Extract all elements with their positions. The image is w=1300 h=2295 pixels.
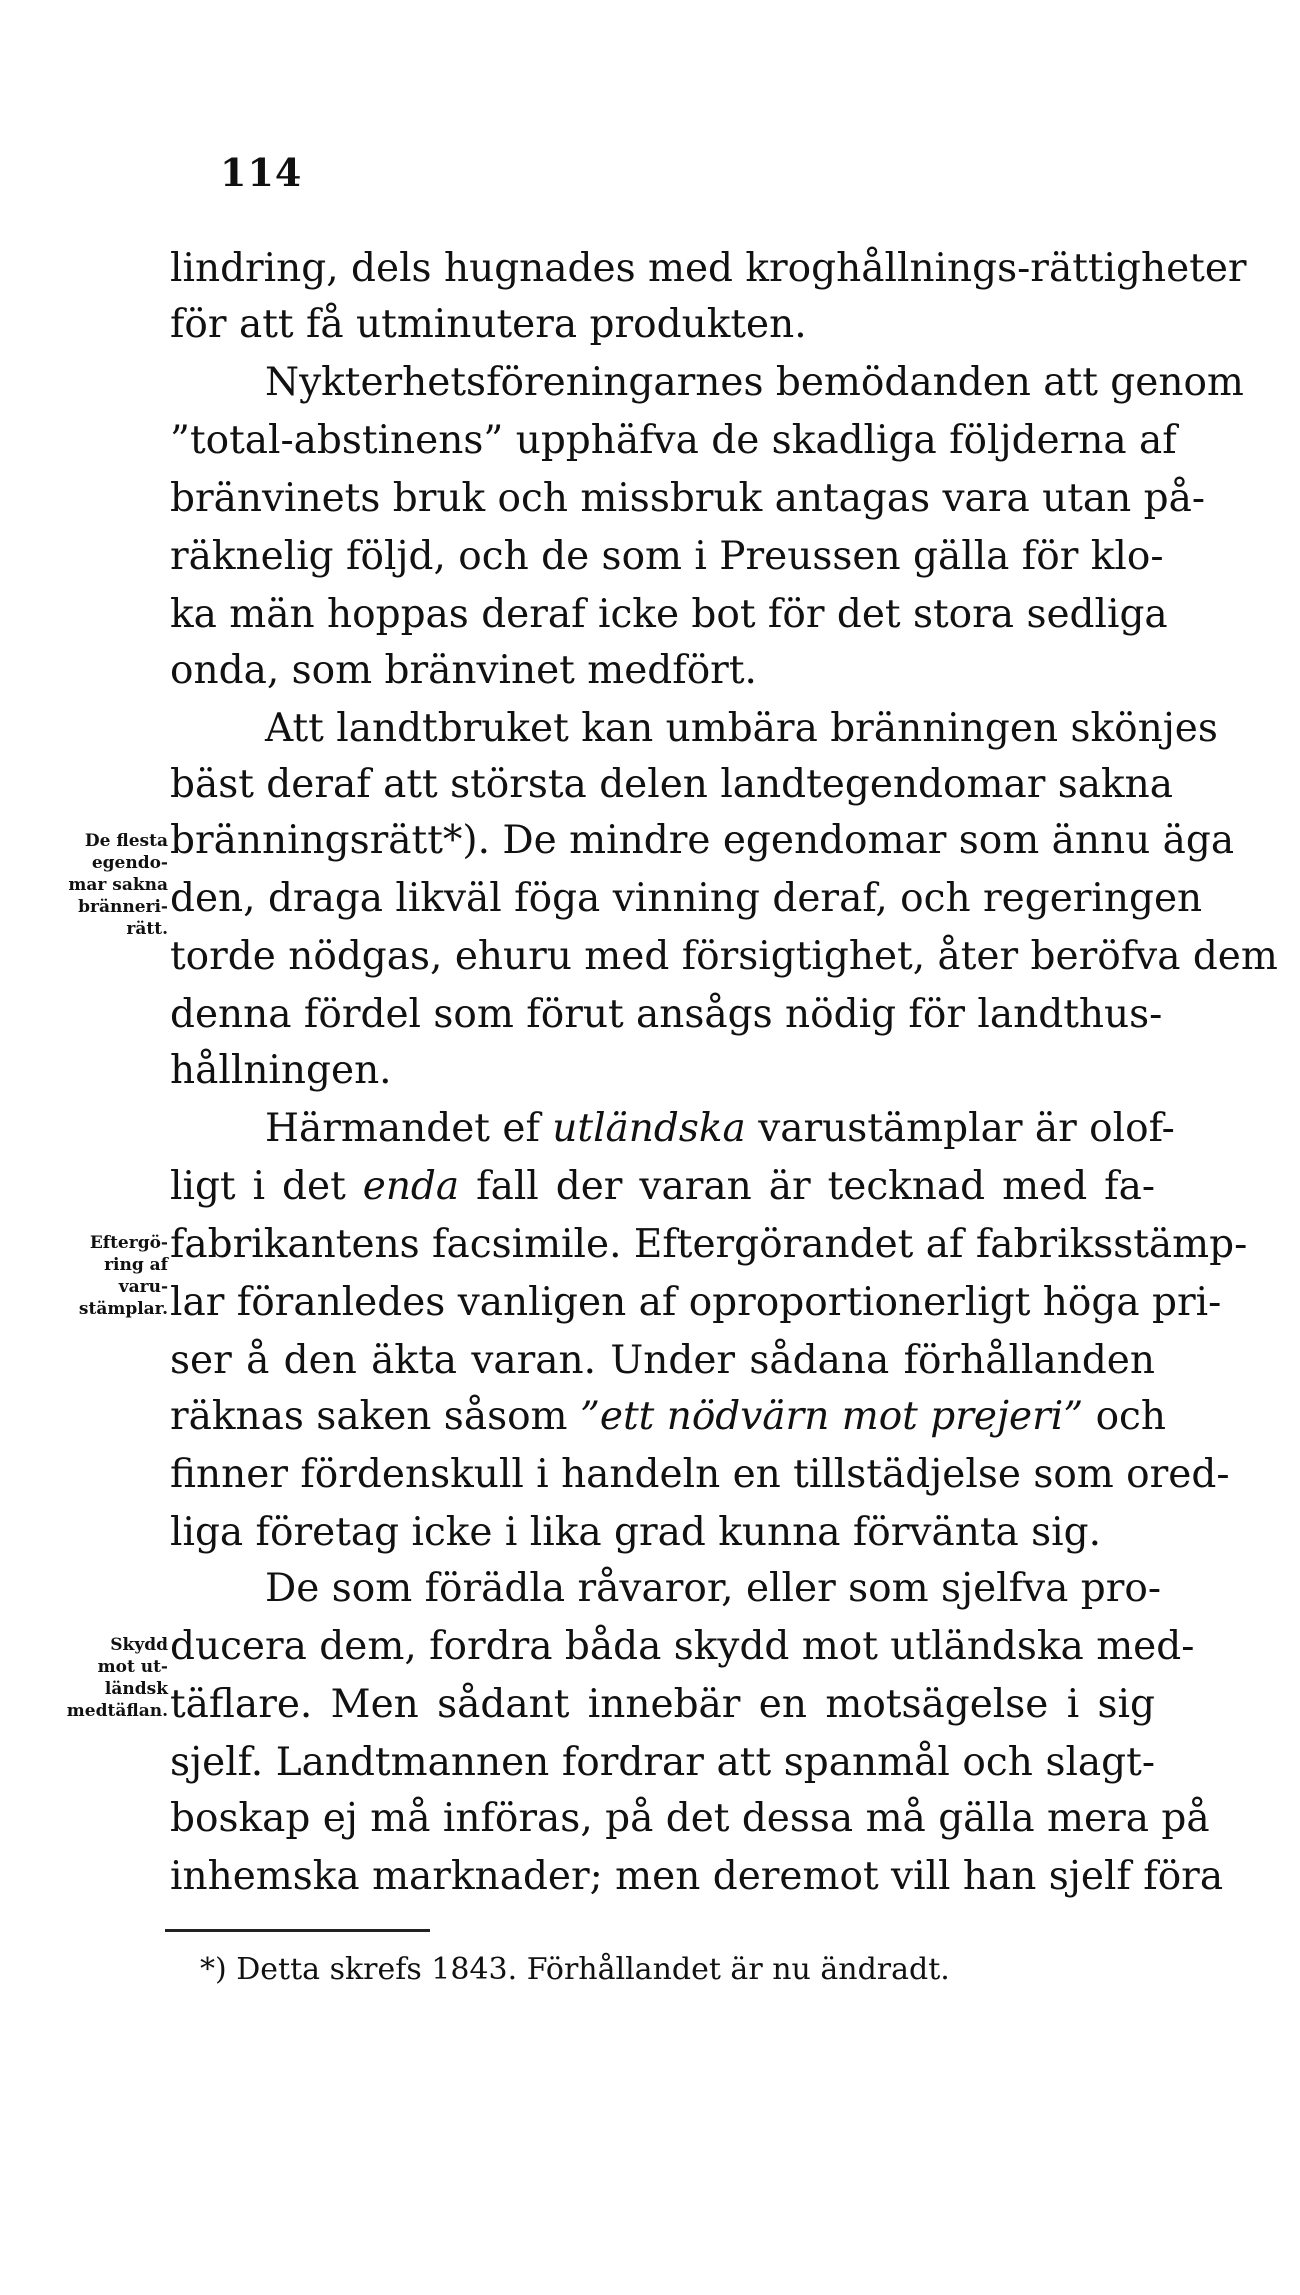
text-run: och [1083,1394,1167,1439]
text-line: ”total-abstinens” upphäfva de skadliga följderna af [170,418,1177,463]
text-line: den, draga likväl föga vinning deraf, och regeringen [170,876,1203,921]
text-line: ser å den äkta varan. Under sådana förhållanden [170,1338,1155,1383]
text-line: De som förädla råvaror, eller som sjelfva pro- [265,1566,1162,1611]
text-run: Härmandet ef [265,1106,553,1151]
text-line: täflare. Men sådant innebär en motsägelse i sig [170,1682,1155,1727]
text-line: denna fördel som förut ansågs nödig för landthus- [170,992,1163,1037]
margin-note-line: medtäflan. [66,1701,168,1721]
margin-note-line: mot ut- [97,1657,168,1677]
text-line: Nykterhetsföreningarnes bemödanden att genom [265,360,1244,405]
text-line: finner fördenskull i handeln en tillstädjelse som ored- [170,1452,1230,1497]
margin-note-line: ländsk [104,1679,168,1699]
margin-note-line: ring af [104,1255,168,1275]
margin-note-line: Eftergö- [89,1233,168,1253]
text-line: bränningsrätt*). De mindre egendomar som ännu äga [170,818,1235,863]
margin-note-line: stämplar. [78,1299,168,1319]
text-line: ducera dem, fordra båda skydd mot utländska med- [170,1624,1195,1669]
text-line: lar föranledes vanligen af oproportionerligt höga pri- [170,1280,1222,1325]
text-line [170,1158,1155,1216]
emphasis-text: ”ett nödvärn mot prejeri” [579,1394,1084,1439]
text-line: bränvinets bruk och missbruk antagas vara utan på- [170,476,1206,521]
footnote-rule [165,1929,430,1932]
text-line: ka män hoppas deraf icke bot för det stora sedliga [170,592,1168,637]
text-line: inhemska marknader; men deremot vill han sjelf föra [170,1854,1224,1899]
text-run: fall der varan är tecknad med fa- [459,1164,1156,1209]
margin-note-varustamplar [8,1232,168,1320]
margin-note-line: varu- [118,1277,168,1297]
text-run: ligt i det [170,1164,363,1209]
text-line [170,1388,1167,1446]
emphasis-text: utländska [552,1106,746,1151]
text-line [170,1100,1175,1158]
margin-note-branneri [8,830,168,940]
text-line: bäst deraf att största delen landtegendomar sakna [170,762,1174,807]
margin-note-skydd [8,1634,168,1722]
text-line: torde nödgas, ehuru med försigtighet, åter beröfva dem [170,934,1278,979]
margin-note-line: Skydd [110,1635,168,1655]
text-line: räknelig följd, och de som i Preussen gälla för klo- [170,534,1164,579]
text-line: sjelf. Landtmannen fordrar att spanmål och slagt- [170,1740,1155,1785]
margin-note-line: rätt. [126,919,168,939]
text-line: fabrikantens facsimile. Eftergörandet af fabriksstämp- [170,1222,1248,1267]
text-run: varustämplar är olof- [745,1106,1175,1151]
page-number: 114 [220,150,303,195]
margin-note-line: De flesta [84,831,168,851]
text-line: lindring, dels hugnades med kroghållnings-rättigheter [170,246,1247,291]
text-line: onda, som bränvinet medfört. [170,648,757,693]
margin-note-line: mar sakna [68,875,168,895]
margin-note-line: egendo- [91,853,168,873]
text-line: för att få utminutera produkten. [170,302,807,347]
margin-note-line: bränneri- [78,897,168,917]
footnote: *) Detta skrefs 1843. Förhållandet är nu ändradt. [200,1952,950,1987]
text-line: liga företag icke i lika grad kunna förvänta sig. [170,1510,1101,1555]
text-line: boskap ej må införas, på det dessa må gälla mera på [170,1796,1210,1841]
text-line: hållningen. [170,1048,392,1093]
text-run: räknas saken såsom [170,1394,580,1439]
text-line: Att landtbruket kan umbära bränningen skönjes [265,706,1218,751]
emphasis-text: enda [362,1164,460,1209]
